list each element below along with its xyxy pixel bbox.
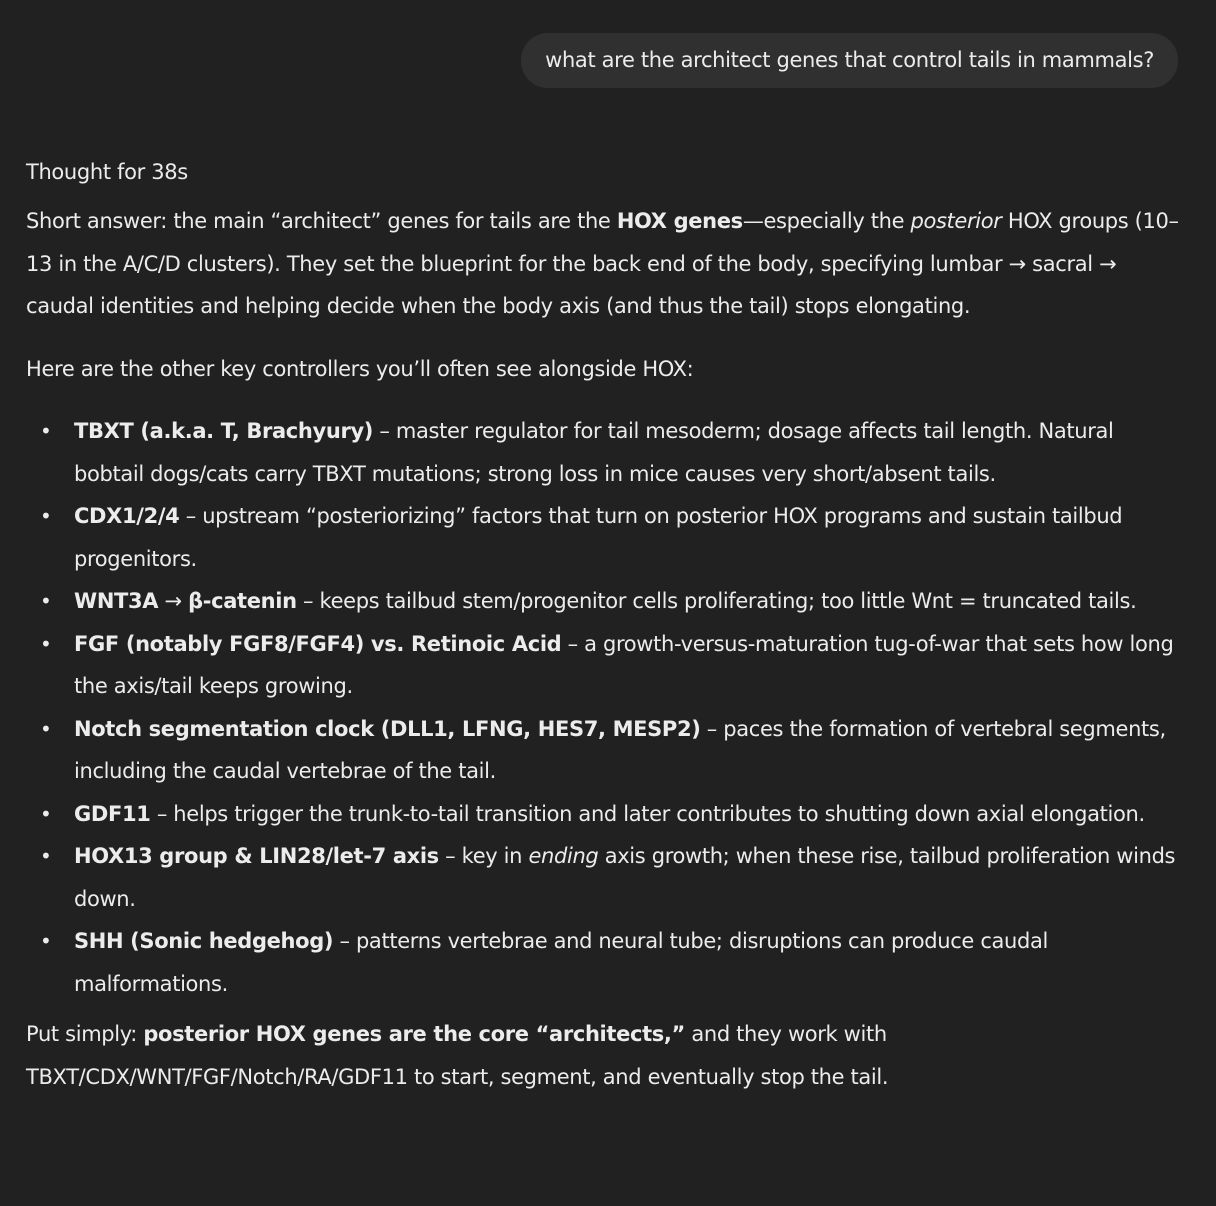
summary-paragraph — [26, 1013, 1186, 1098]
list-item-title: Notch segmentation clock (DLL1, LFNG, HES7, MESP2) — [74, 716, 701, 741]
list-item-title: GDF11 — [74, 801, 151, 826]
list-item — [26, 835, 1186, 920]
summary-text-1: Put simply: — [26, 1022, 144, 1046]
bullet-glyph: • — [40, 589, 52, 613]
list-item — [26, 623, 1186, 708]
intro-text-3: HOX groups (10–13 in the A/C/D clusters). They set the blueprint for the back end of the body, specifying lumbar → sacral → caudal identities and helping decide when the body axis (and thus the tail) stops elongating. — [26, 209, 1179, 318]
list-item-text: – upstream “posteriorizing” factors that turn on posterior HOX programs and sustain tailbud progenitors. — [74, 504, 1123, 571]
list-item-text: – key in — [438, 844, 529, 868]
list-item-title: TBXT (a.k.a. T, Brachyury) — [74, 419, 374, 443]
list-item-text: – a growth-versus-maturation tug-of-war that sets how long the axis/tail keeps growing. — [74, 631, 1174, 698]
list-item-title: WNT3A — [74, 589, 159, 613]
user-message-bubble[interactable]: what are the architect genes that control tails in mammals? — [521, 33, 1178, 88]
list-item-text-2: axis growth; when these rise, tailbud proliferation winds down. — [74, 844, 1176, 911]
list-item-title: CDX1/2/4 — [74, 504, 180, 528]
bullet-glyph: • — [40, 716, 52, 741]
list-item-italic: ending — [528, 844, 599, 868]
list-item — [26, 410, 1186, 495]
intro-text-1: Short answer: the main “architect” genes for tails are the — [26, 209, 617, 233]
bullet-glyph: • — [40, 504, 52, 528]
arrow-text: → — [158, 589, 189, 613]
bullet-glyph: • — [40, 801, 52, 826]
summary-bold: posterior HOX genes are the core “architects,” — [143, 1022, 686, 1046]
list-item — [26, 495, 1186, 580]
list-item — [26, 793, 1186, 836]
user-message-row — [521, 33, 1178, 88]
list-item — [26, 708, 1186, 793]
bullet-glyph: • — [40, 419, 52, 443]
list-item-title: FGF (notably FGF8/FGF4) vs. Retinoic Acid — [74, 631, 562, 656]
list-item-text: – master regulator for tail mesoderm; dosage affects tail length. Natural bobtail dogs/cats carry TBXT mutations; strong loss in mice causes very short/absent tails. — [74, 419, 1114, 486]
intro-bold-hox: HOX genes — [616, 209, 743, 233]
bullet-glyph: • — [40, 929, 52, 953]
lead-in-paragraph: Here are the other key controllers you’ll often see alongside HOX: — [26, 356, 694, 381]
intro-italic-posterior: posterior — [910, 209, 1002, 233]
list-item — [26, 580, 1186, 623]
assistant-response — [26, 152, 1186, 1098]
intro-paragraph — [26, 200, 1186, 328]
controllers-list — [26, 410, 1186, 1005]
summary-text-2: and they work with TBXT/CDX/WNT/FGF/Notch/RA/GDF11 to start, segment, and eventually stop the tail. — [26, 1022, 889, 1089]
list-item-text: – paces the formation of vertebral segments, including the caudal vertebrae of the tail. — [74, 716, 1166, 783]
intro-text-2: —especially the — [742, 209, 911, 233]
list-item-text: – helps trigger the trunk-to-tail transition and later contributes to shutting down axial elongation. — [150, 801, 1145, 826]
thought-duration-toggle[interactable]: Thought for 38s — [26, 160, 188, 184]
list-item-title: HOX13 group & LIN28/let-7 axis — [74, 844, 439, 868]
bullet-glyph: • — [40, 631, 52, 656]
list-item-title: SHH (Sonic hedgehog) — [74, 929, 334, 953]
bullet-glyph: • — [40, 844, 52, 868]
list-item-text: – patterns vertebrae and neural tube; disruptions can produce caudal malformations. — [74, 929, 1048, 996]
list-item — [26, 920, 1186, 1005]
list-item-text: – keeps tailbud stem/progenitor cells proliferating; too little Wnt = truncated tails. — [296, 589, 1137, 613]
list-item-title-2: β-catenin — [188, 589, 297, 613]
